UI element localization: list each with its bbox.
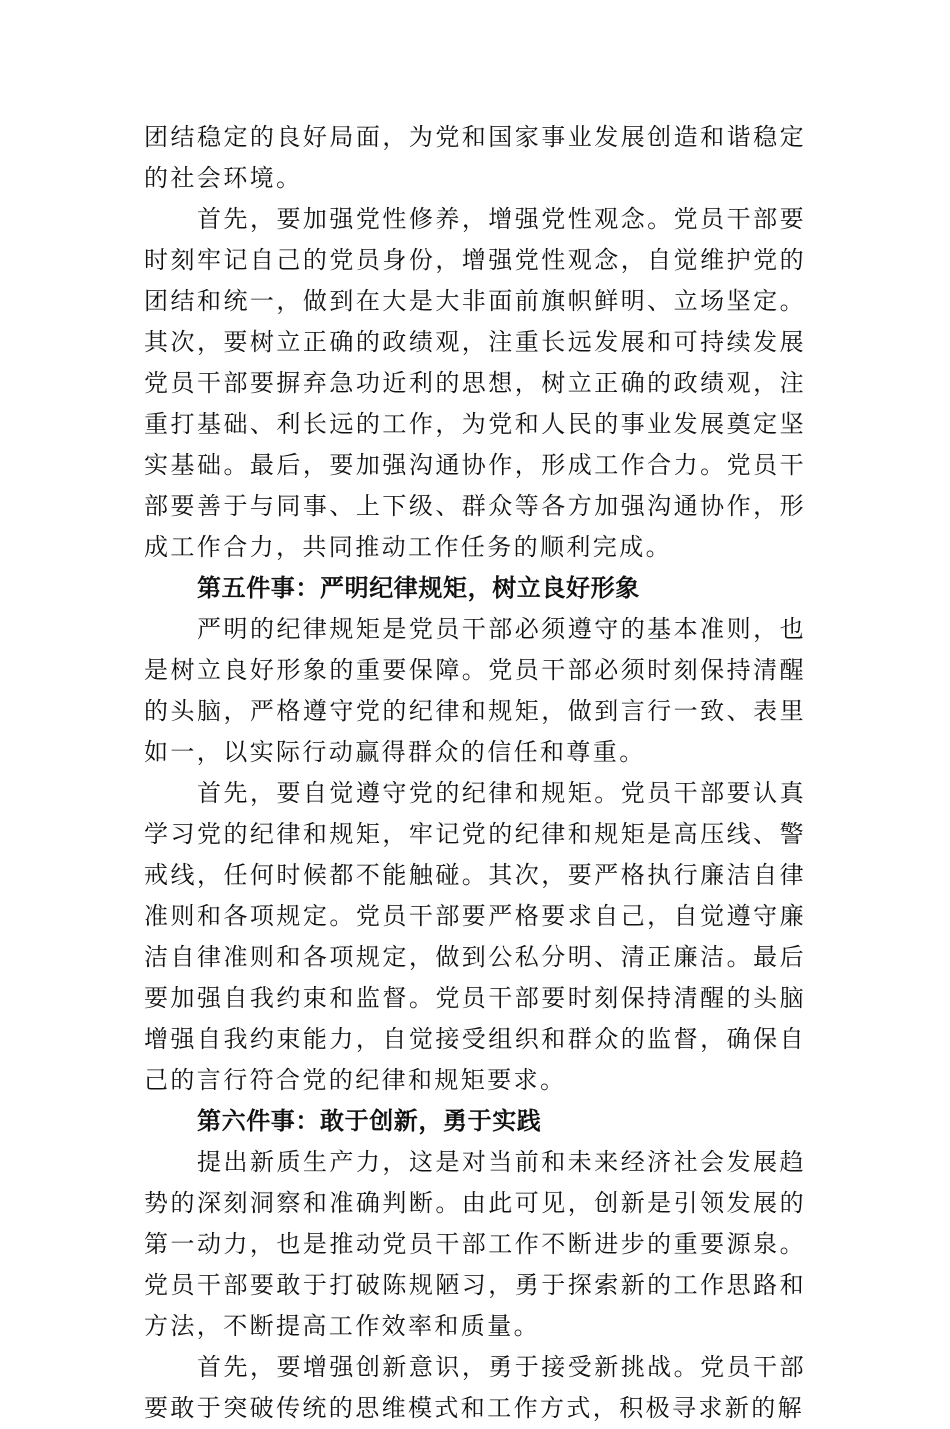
paragraph-innovation-details: 首先，要增强创新意识，勇于接受新挑战。党员干部要敢于突破传统的思维模式和工作方式，积极寻求新的解 — [144, 1353, 806, 1422]
paragraph-party-spirit: 首先，要加强党性修养，增强党性观念。党员干部要时刻牢记自己的党员身份，增强党性观念，自觉维护党的团结和统一，做到在大是大非面前旗帜鲜明、立场坚定。其次，要树立正确的政绩观，注重长远发展和可持续发展党员干部要摒弃急功近利的思想，树立正确的政绩观，注重打基础、利长远的工作，为党和人民的事业发展奠定坚实基础。最后，要加强沟通协作，形成工作合力。党员干部要善于与同事、上下级、群众等各方加强沟通协作，形成工作合力，共同推动工作任务的顺利完成。 — [144, 205, 806, 561]
section-heading-fifth: 第五件事：严明纪律规矩，树立良好形象 — [197, 574, 640, 602]
section-heading-sixth: 第六件事：敢于创新，勇于实践 — [197, 1107, 542, 1135]
paragraph-discipline-details: 首先，要自觉遵守党的纪律和规矩。党员干部要认真学习党的纪律和规矩，牢记党的纪律和规矩是高压线、警戒线，任何时候都不能触碰。其次，要严格执行廉洁自律准则和各项规定。党员干部要严格要求自己，自觉遵守廉洁自律准则和各项规定，做到公私分明、清正廉洁。最后要加强自我约束和监督。党员干部要时刻保持清醒的头脑增强自我约束能力，自觉接受组织和群众的监督，确保自己的言行符合党的纪律和规矩要求。 — [144, 779, 806, 1094]
paragraph-continuation: 团结稳定的良好局面，为党和国家事业发展创造和谐稳定的社会环境。 — [144, 123, 806, 192]
paragraph-discipline-intro: 严明的纪律规矩是党员干部必须遵守的基本准则，也是树立良好形象的重要保障。党员干部必须时刻保持清醒的头脑，严格遵守党的纪律和规矩，做到言行一致、表里如一，以实际行动赢得群众的信任和尊重。 — [144, 615, 806, 766]
document-body — [144, 117, 806, 1429]
paragraph-innovation-intro: 提出新质生产力，这是对当前和未来经济社会发展趋势的深刻洞察和准确判断。由此可见，创新是引领发展的第一动力，也是推动党员干部工作不断进步的重要源泉。党员干部要敢于打破陈规陋习，勇于探索新的工作思路和方法，不断提高工作效率和质量。 — [144, 1148, 806, 1340]
